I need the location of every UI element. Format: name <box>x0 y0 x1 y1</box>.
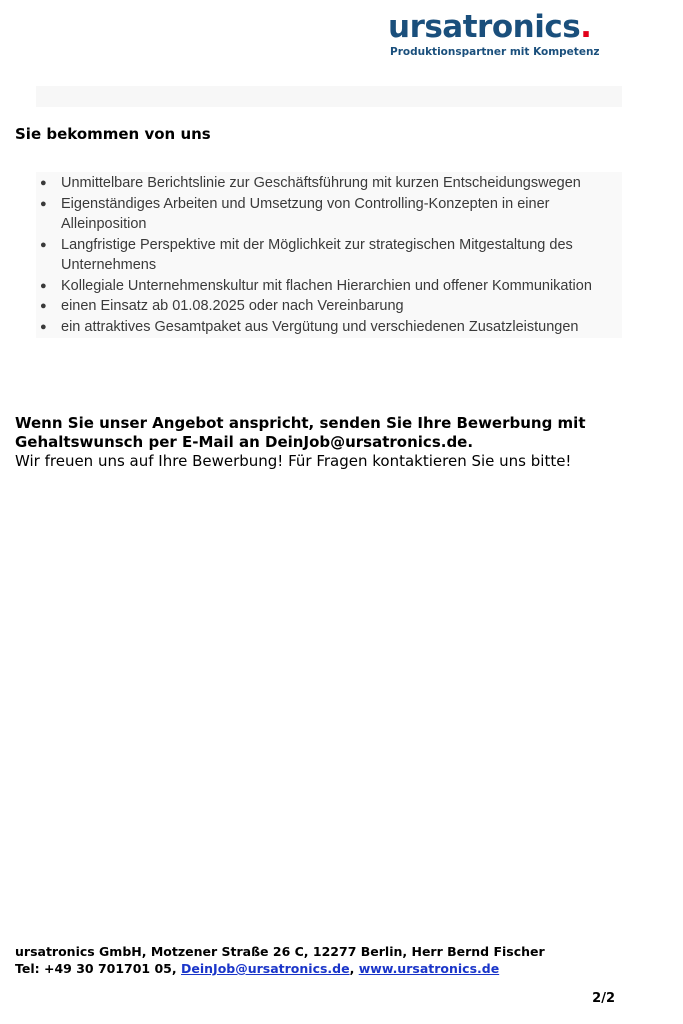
bullet-icon: ● <box>40 279 47 292</box>
footer <box>15 943 545 977</box>
header-band <box>36 86 622 107</box>
logo-tagline: Produktionspartner mit Kompetenz <box>390 46 600 58</box>
footer-address: ursatronics GmbH, Motzener Straße 26 C, 12277 Berlin, Herr Bernd Fischer <box>15 944 545 959</box>
bullet-icon: ● <box>40 197 47 210</box>
list-item <box>36 173 622 194</box>
footer-contact <box>15 960 545 977</box>
list-item-text: Langfristige Perspektive mit der Möglichkeit zur strategischen Mitgestaltung des Unternehmens <box>61 236 573 273</box>
section-title: Sie bekommen von uns <box>15 125 211 143</box>
bullet-icon: ● <box>40 300 47 312</box>
list-item-text: Eigenständiges Arbeiten und Umsetzung von Controlling-Konzepten in einer Alleinposition <box>61 195 550 232</box>
logo-dot: . <box>580 9 592 45</box>
footer-phone: Tel: +49 30 701701 05, <box>15 961 177 976</box>
application-instructions: Wenn Sie unser Angebot anspricht, senden Sie Ihre Bewerbung mit Gehaltswunsch per E-Mail an DeinJob@ursatronics.de. <box>15 414 586 451</box>
list-item <box>36 276 622 297</box>
list-item <box>36 235 622 276</box>
list-item <box>36 296 622 317</box>
closing-remark: Wir freuen uns auf Ihre Bewerbung! Für Fragen kontaktieren Sie uns bitte! <box>15 452 572 470</box>
footer-separator: , <box>349 961 355 976</box>
bullet-icon: ● <box>40 177 47 189</box>
bullet-icon: ● <box>40 238 47 251</box>
list-item-text: ein attraktives Gesamtpaket aus Vergütung und verschiedenen Zusatzleistungen <box>61 318 579 335</box>
list-item-text: Kollegiale Unternehmenskultur mit flachen Hierarchien und offener Kommunikation <box>61 277 592 294</box>
application-call-to-action <box>15 414 655 471</box>
benefits-list <box>36 172 622 338</box>
company-logo <box>388 8 618 58</box>
list-item-text: einen Einsatz ab 01.08.2025 oder nach Vereinbarung <box>61 298 404 314</box>
list-item-text: Unmittelbare Berichtslinie zur Geschäftsführung mit kurzen Entscheidungswegen <box>61 175 581 191</box>
bullet-icon: ● <box>40 320 47 333</box>
list-item <box>36 317 622 338</box>
logo-word-text: ursatronics <box>388 9 581 45</box>
footer-website-link[interactable]: www.ursatronics.de <box>358 961 500 976</box>
logo-wordmark <box>388 8 618 46</box>
footer-email-link[interactable]: DeinJob@ursatronics.de <box>181 961 350 976</box>
list-item <box>36 194 622 235</box>
page-number: 2/2 <box>592 991 615 1006</box>
